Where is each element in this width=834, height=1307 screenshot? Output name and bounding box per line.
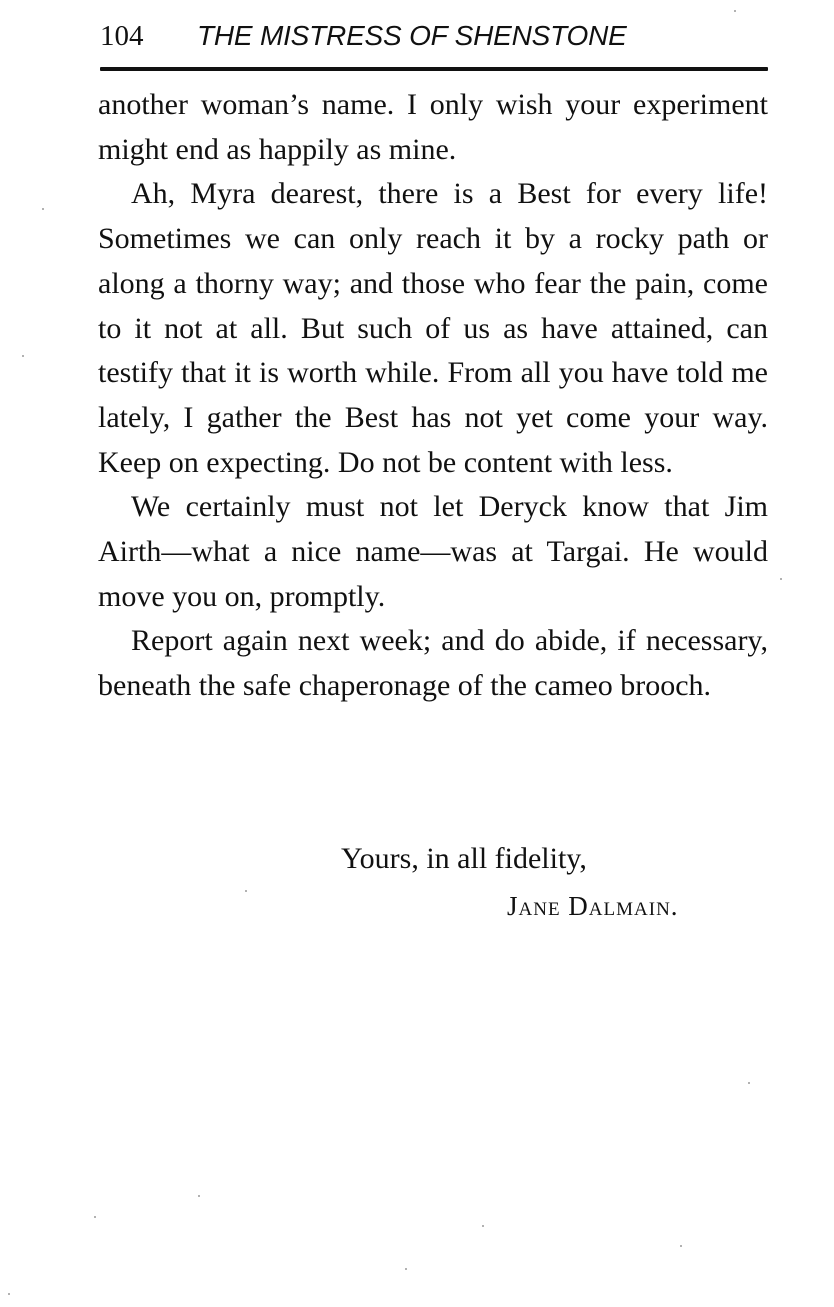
- scan-speck: [245, 890, 247, 892]
- letter-signature: Jane Dalmain.: [507, 891, 679, 921]
- page-number: 104: [100, 20, 144, 52]
- paragraph: Report again next week; and do abide, if necessary, beneath the safe chaperonage of the cameo brooch.: [98, 624, 768, 703]
- scan-speck: [405, 1268, 407, 1270]
- paragraph: Ah, Myra dearest, there is a Best for every life! Sometimes we can only reach it by a rocky path or along a thorny way; and those who fear the pain, come to it not at all. But such of us as have attained, can testify that it is worth while. From all you have told me lately, I gather the Best has not yet come your way. Keep on expecting. Do not be content with less.: [98, 177, 768, 479]
- scan-speck: [780, 578, 782, 580]
- scan-speck: [680, 1245, 682, 1247]
- header-rule: [100, 67, 768, 71]
- scan-speck: [482, 1225, 484, 1227]
- letter-closing: Yours, in all fidelity,: [341, 842, 587, 875]
- scan-speck: [198, 1195, 200, 1197]
- running-title: THE MISTRESS OF SHENSTONE: [197, 20, 627, 51]
- scan-speck: [42, 208, 44, 210]
- paragraph: We certainly must not let Deryck know that Jim Airth—what a nice name—was at Targai. He would move you on, promptly.: [98, 490, 768, 613]
- scan-speck: [748, 1082, 750, 1084]
- scan-speck: [22, 355, 24, 357]
- scan-speck: [734, 10, 736, 12]
- scan-speck: [94, 1216, 96, 1218]
- page-header: [100, 16, 768, 56]
- scan-speck: [8, 1293, 10, 1295]
- paragraph-continuation: another woman’s name. I only wish your experiment might end as happily as mine.: [98, 88, 768, 166]
- letter-body: [98, 83, 768, 709]
